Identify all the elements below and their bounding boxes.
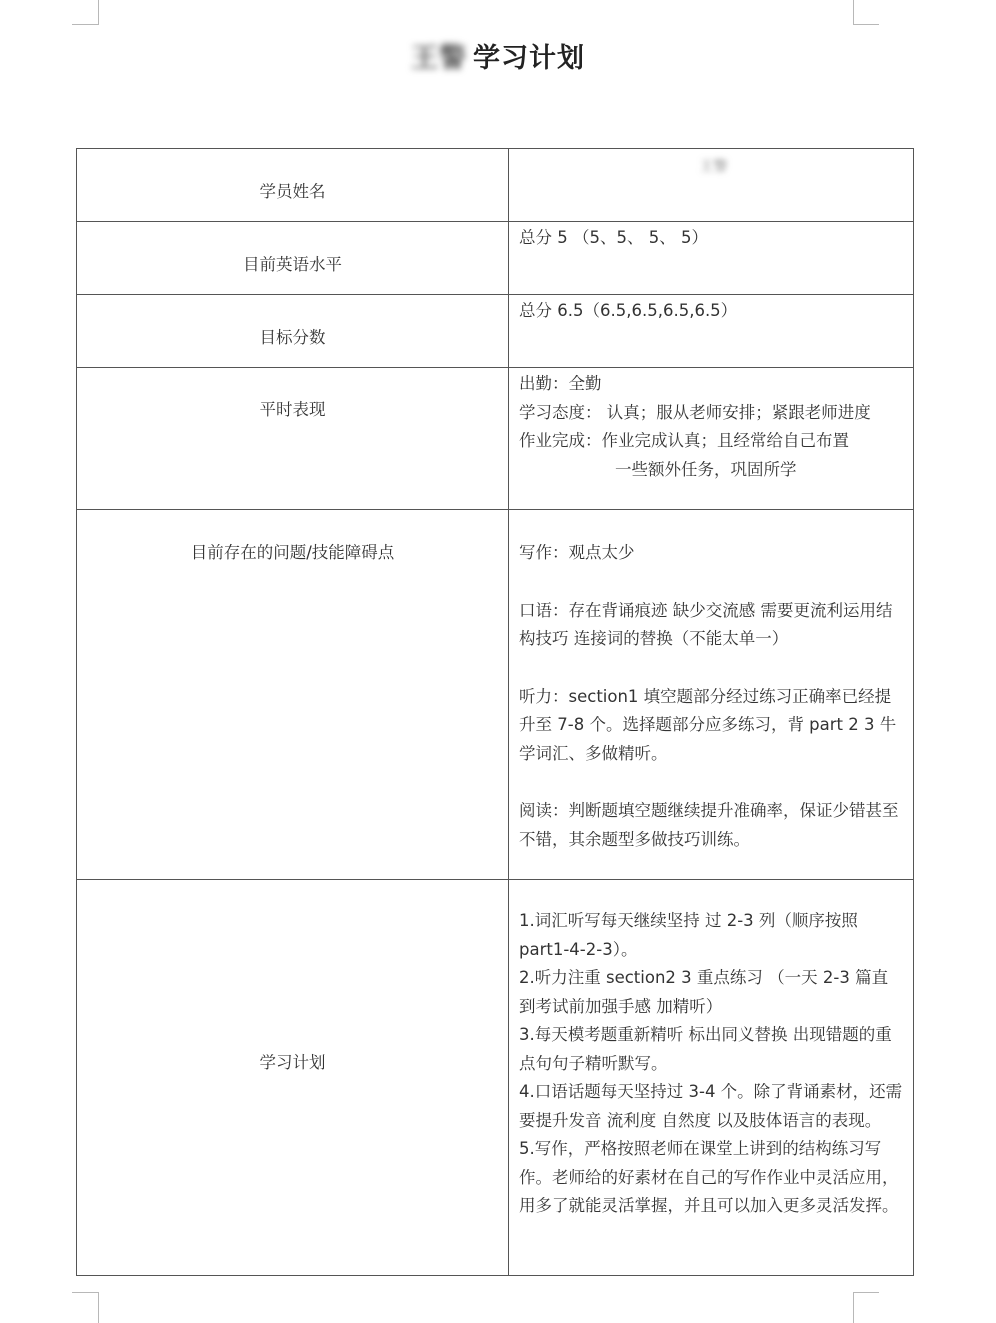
label-current-level: 目前英语水平	[77, 222, 509, 295]
study-plan-table	[76, 148, 914, 1276]
problem-writing: 写作：观点太少	[519, 543, 635, 562]
label-study-plan: 学习计划	[77, 880, 509, 1276]
plan-item: 5.写作，严格按照老师在课堂上讲到的结构练习写作。老师给的好素材在自己的写作作业中灵活应用，用多了就能灵活掌握，并且可以加入更多灵活发挥。	[519, 1139, 899, 1215]
label-problems: 目前存在的问题/技能障碍点	[77, 510, 509, 880]
value-problems	[509, 510, 914, 880]
row-student-name	[77, 149, 914, 222]
problem-listening: 听力：section1 填空题部分经过练习正确率已经提升至 7-8 个。选择题部分应多练习，背 part 2 3 牛学词汇、多做精听。	[519, 686, 897, 763]
problem-reading: 阅读：判断题填空题继续提升准确率，保证少错甚至不错，其余题型多做技巧训练。	[519, 801, 899, 849]
page-title	[0, 36, 996, 75]
value-performance	[509, 368, 914, 510]
page-title-text: 学习计划	[473, 43, 585, 74]
plan-item: 1.词汇听写每天继续坚持 过 2-3 列（顺序按照 part1-4-2-3）。	[519, 911, 858, 959]
label-student-name: 学员姓名	[77, 149, 509, 222]
row-problems	[77, 510, 914, 880]
plan-item: 2.听力注重 section2 3 重点练习 （一天 2-3 篇直到考试前加强手感 加精听）	[519, 968, 889, 1016]
row-target-score	[77, 295, 914, 368]
value-current-level: 总分 5 （5、5、 5、 5）	[509, 222, 914, 295]
plan-item: 3.每天模考题重新精听 标出同义替换 出现错题的重点句句子精听默写。	[519, 1025, 892, 1073]
row-study-plan	[77, 880, 914, 1276]
performance-line: 出勤：全勤	[519, 374, 602, 393]
redacted-name-value: 王警	[699, 159, 728, 175]
value-target-score: 总分 6.5（6.5,6.5,6.5,6.5）	[509, 295, 914, 368]
performance-line: 作业完成：作业完成认真；且经常给自己布置	[519, 431, 849, 450]
problem-speaking: 口语：存在背诵痕迹 缺少交流感 需要更流利运用结构技巧 连接词的替换（不能太单一）	[519, 600, 893, 648]
value-study-plan	[509, 880, 914, 1276]
plan-item: 4.口语话题每天坚持过 3-4 个。除了背诵素材，还需要提升发音 流利度 自然度 以及肢体语言的表现。	[519, 1082, 903, 1130]
row-current-level	[77, 222, 914, 295]
performance-line: 学习态度： 认真；服从老师安排；紧跟老师进度	[519, 402, 871, 422]
label-target-score: 目标分数	[77, 295, 509, 368]
performance-line-continuation: 一些额外任务，巩固所学	[615, 459, 797, 479]
redacted-student-name: 王警	[411, 43, 467, 74]
label-performance: 平时表现	[77, 368, 509, 510]
value-student-name	[509, 149, 914, 222]
row-performance	[77, 368, 914, 510]
